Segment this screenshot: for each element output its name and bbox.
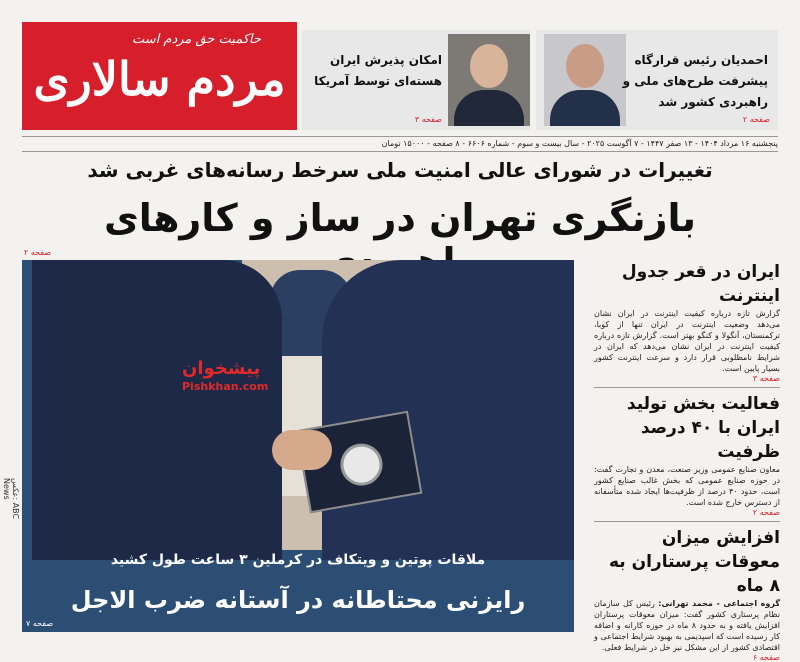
masthead-name: مردم سالاری — [33, 52, 286, 106]
photo-page: صفحه ۷ — [26, 619, 54, 628]
article-heading[interactable]: ایران در قعر جدول اینترنت — [621, 262, 780, 306]
article-page: صفحه ۲ — [752, 508, 780, 517]
photo-figure-right — [322, 260, 574, 560]
main-photo[interactable] — [22, 260, 574, 632]
dateline: پنجشنبه ۱۶ مرداد ۱۴۰۴ - ۱۳ صفر ۱۴۴۷ - ۷ آگوست ۲۰۲۵ - سال بیست و سوم - شماره ۶۶۰۶ - ۸ صفحه - ۱۵۰۰۰ تومان — [22, 136, 778, 152]
watermark-url: Pishkhan.com — [182, 380, 269, 393]
article-heading[interactable]: فعالیت بخش تولید ایران با ۴۰ درصد ظرفیت — [626, 394, 780, 462]
teaser-nuclear[interactable] — [302, 30, 530, 130]
headline-page: صفحه ۲ — [24, 248, 52, 257]
divider — [594, 387, 780, 388]
article-lead: گروه اجتماعی - محمد تهرانی: — [658, 599, 780, 608]
seal-icon — [337, 440, 386, 489]
photo-figure-left — [32, 260, 282, 560]
teaser-text: احمدیان رئیس قرارگاه پیشرفت طرح‌های ملی و راهبردی کشور شد — [622, 53, 768, 109]
article-body: معاون صنایع عمومی وزیر صنعت، معدن و تجارت گفت: در حوزه صنایع عمومی که بخش غالب صنایع کشور است، حدود ۴۰ درصد از ظرفیت‌ها ایجاد شده متأسفانه از دسترس خارج شده است. — [594, 465, 780, 507]
article-page: صفحه ۳ — [752, 374, 780, 383]
teaser-page: صفحه ۲ — [742, 115, 770, 124]
teaser-text: امکان پذیرش ایران هسته‌ای توسط آمریکا — [314, 53, 442, 88]
teaser-ahmadian[interactable] — [536, 30, 778, 130]
article-body-text: رئیس کل سازمان نظام پرستاری کشور گفت: میزان معوقات پرستاران افزایش یافته و به حدود ۸ ماه در حوزه کارانه و اضافه کار رسیده است که اسپدیمی به بهبود شرایط اجتماعی و اقتصادی کشور از این مشکل نیز خل در شرایط فعلی. — [594, 599, 780, 652]
article-heading[interactable]: افزایش میزان معوقات پرستاران به ۸ ماه — [608, 528, 780, 596]
teaser-page: صفحه ۳ — [414, 115, 442, 124]
photo-caption-large[interactable]: رایزنی محتاطانه در آستانه ضرب الاجل — [70, 586, 526, 614]
article-body — [594, 598, 780, 653]
right-column — [594, 260, 780, 662]
photo-caption-small: ملاقات پوتین و ویتکاف در کرملین ۳ ساعت طول کشید — [110, 552, 486, 568]
article-body: گزارش تازه درباره کیفیت اینترنت در ایران نشان می‌دهد وضعیت اینترنت در ایران تنها از کوبا، ترکمنستان، آنگولا و کنگو بهتر است. گزارش تازه درباره کیفیت اینترنت در ایران نشان می‌دهد که ایران در شرایط نامطلوبی قرار دارد و سرعت اینترنت کشور بسیار پایین است. — [594, 309, 780, 373]
masthead — [22, 22, 297, 130]
main-headline[interactable]: بازنگری تهران در ساز و کارهای — [103, 196, 697, 240]
teaser-photo — [448, 34, 530, 126]
photo-credit: عکس: ABC News — [2, 478, 20, 520]
masthead-slogan: حاکمیت حق مردم است — [132, 32, 261, 47]
watermark-logo: پیشخوان — [182, 358, 261, 379]
headline-kicker: تغییرات در شورای عالی امنیت ملی سرخط رسانه‌های غربی شد — [87, 158, 713, 182]
article-page: صفحه ۶ — [752, 653, 780, 662]
divider — [594, 521, 780, 522]
photo-handshake — [272, 430, 332, 470]
